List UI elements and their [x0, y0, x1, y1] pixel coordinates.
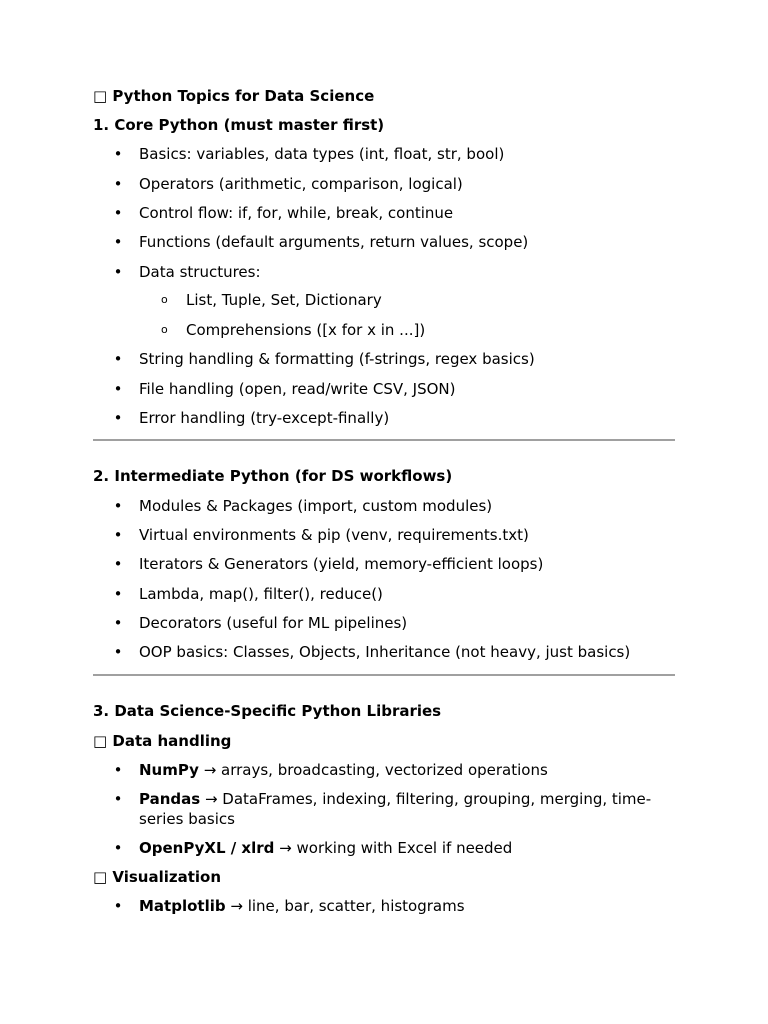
list-item-text: Error handling (try-except-finally) [139, 409, 390, 427]
bullet-icon: • [113, 526, 123, 544]
list-item-text: Modules & Packages (import, custom modules) [139, 497, 493, 515]
bullet-icon: • [113, 790, 123, 808]
data-handling-heading: □ Data handling [93, 732, 232, 750]
library-description: → working with Excel if needed [274, 839, 513, 857]
list-item-text: Decorators (useful for ML pipelines) [139, 614, 408, 632]
bullet-icon: • [113, 145, 123, 163]
list-item-text [139, 896, 675, 916]
list-item-text: Functions (default arguments, return values, scope) [139, 233, 529, 251]
section-2-heading: 2. Intermediate Python (for DS workflows) [93, 467, 453, 485]
bullet-icon: • [113, 897, 123, 915]
sub-list-item-text: List, Tuple, Set, Dictionary [186, 291, 382, 309]
bullet-icon: • [113, 614, 123, 632]
library-name: Pandas [139, 790, 201, 808]
list-item-text: Data structures: [139, 263, 261, 281]
section-3-heading: 3. Data Science-Specific Python Libraries [93, 702, 442, 720]
horizontal-divider [93, 674, 675, 676]
bullet-icon: • [113, 643, 123, 661]
sub-bullet-icon: o [161, 293, 168, 306]
bullet-icon: • [113, 761, 123, 779]
sub-list-item-text: Comprehensions ([x for x in ...]) [186, 321, 426, 339]
bullet-icon: • [113, 380, 123, 398]
list-item-text: File handling (open, read/write CSV, JSON) [139, 380, 456, 398]
list-item-text: Control flow: if, for, while, break, continue [139, 204, 454, 222]
list-item-text [139, 760, 675, 780]
bullet-icon: • [113, 409, 123, 427]
list-item-text: Operators (arithmetic, comparison, logical) [139, 175, 463, 193]
list-item-text: Lambda, map(), filter(), reduce() [139, 585, 383, 603]
library-name: NumPy [139, 761, 199, 779]
bullet-icon: • [113, 233, 123, 251]
section-1-heading: 1. Core Python (must master first) [93, 116, 385, 134]
sub-bullet-icon: o [161, 323, 168, 336]
bullet-icon: • [113, 263, 123, 281]
document-title: □ Python Topics for Data Science [93, 87, 375, 105]
library-description: → arrays, broadcasting, vectorized operations [198, 761, 548, 779]
list-item-text: Virtual environments & pip (venv, requirements.txt) [139, 526, 529, 544]
bullet-icon: • [113, 555, 123, 573]
list-item-text [139, 789, 669, 829]
list-item-text: Iterators & Generators (yield, memory-efficient loops) [139, 555, 544, 573]
bullet-icon: • [113, 175, 123, 193]
library-name: OpenPyXL / xlrd [139, 839, 275, 857]
bullet-icon: • [113, 350, 123, 368]
list-item-text [139, 838, 675, 858]
list-item-text: OOP basics: Classes, Objects, Inheritance (not heavy, just basics) [139, 643, 631, 661]
library-name: Matplotlib [139, 897, 226, 915]
bullet-icon: • [113, 204, 123, 222]
horizontal-divider [93, 439, 675, 441]
list-item-text: Basics: variables, data types (int, float, str, bool) [139, 145, 505, 163]
bullet-icon: • [113, 585, 123, 603]
library-description: → DataFrames, indexing, filtering, grouping, merging, time-series basics [139, 790, 652, 828]
bullet-icon: • [113, 839, 123, 857]
library-description: → line, bar, scatter, histograms [225, 897, 465, 915]
bullet-icon: • [113, 497, 123, 515]
list-item-text: String handling & formatting (f-strings, regex basics) [139, 350, 535, 368]
visualization-heading: □ Visualization [93, 868, 222, 886]
